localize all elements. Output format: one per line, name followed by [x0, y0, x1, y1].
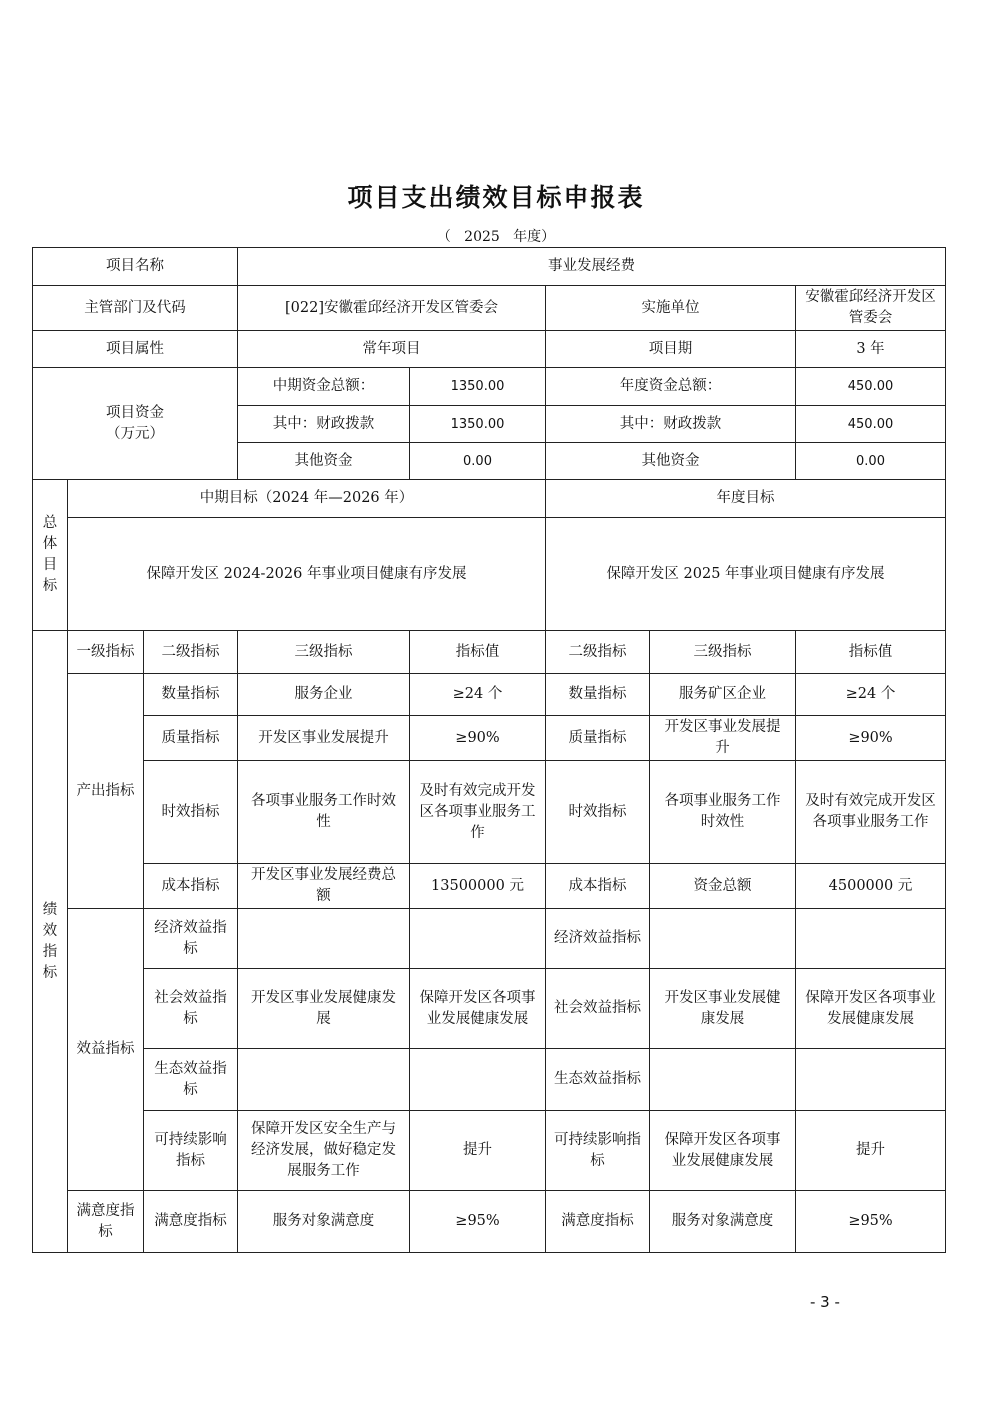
level3-mid: 开发区事业发展提升 — [238, 716, 410, 761]
annual-total-value: 450.00 — [796, 368, 946, 406]
attribute-label: 项目属性 — [33, 331, 238, 368]
value-annual: 及时有效完成开发区各项事业服务工作 — [796, 761, 946, 864]
row-project-name — [33, 248, 946, 286]
level2-annual: 生态效益指标 — [546, 1049, 650, 1111]
annual-goal-text: 保障开发区 2025 年事业项目健康有序发展 — [546, 518, 946, 631]
level2-annual: 成本指标 — [546, 864, 650, 909]
value-mid — [410, 909, 546, 969]
header-value-mid: 指标值 — [410, 631, 546, 674]
table-row — [33, 864, 946, 909]
level2-mid: 可持续影响指标 — [144, 1111, 238, 1191]
mid-other-value: 0.00 — [410, 443, 546, 480]
row-attributes — [33, 331, 946, 368]
level2-annual: 经济效益指标 — [546, 909, 650, 969]
level2-annual: 社会效益指标 — [546, 969, 650, 1049]
row-goals-text — [33, 518, 946, 631]
table-row — [33, 761, 946, 864]
header-level3-annual: 三级指标 — [650, 631, 796, 674]
level3-mid: 服务企业 — [238, 674, 410, 716]
level2-mid: 时效指标 — [144, 761, 238, 864]
implementer-value: 安徽霍邱经济开发区管委会 — [796, 286, 946, 331]
output-indicator-label: 产出指标 — [68, 674, 144, 909]
page-title: 项目支出绩效目标申报表 — [347, 183, 645, 212]
project-name-label: 项目名称 — [33, 248, 238, 286]
header-level1: 一级指标 — [68, 631, 144, 674]
mid-total-label: 中期资金总额： — [238, 368, 410, 406]
row-department — [33, 286, 946, 331]
mid-fiscal-value: 1350.00 — [410, 406, 546, 443]
value-mid — [410, 1049, 546, 1111]
level2-mid: 经济效益指标 — [144, 909, 238, 969]
level3-mid: 开发区事业发展经费总额 — [238, 864, 410, 909]
mid-fiscal-label: 其中：财政拨款 — [238, 406, 410, 443]
table-row — [33, 969, 946, 1049]
value-annual: 4500000 元 — [796, 864, 946, 909]
period-value: 3 年 — [796, 331, 946, 368]
level2-mid: 数量指标 — [144, 674, 238, 716]
department-value: [022]安徽霍邱经济开发区管委会 — [238, 286, 546, 331]
satisfaction-indicator-label: 满意度指标 — [68, 1191, 144, 1253]
value-annual: ≥24 个 — [796, 674, 946, 716]
value-annual — [796, 909, 946, 969]
level2-annual: 数量指标 — [546, 674, 650, 716]
header-level2-annual: 二级指标 — [546, 631, 650, 674]
level3-mid: 各项事业服务工作时效性 — [238, 761, 410, 864]
level3-annual: 服务矿区企业 — [650, 674, 796, 716]
level3-mid: 保障开发区安全生产与经济发展，做好稳定发展服务工作 — [238, 1111, 410, 1191]
level3-annual: 开发区事业发展提升 — [650, 716, 796, 761]
value-mid: 提升 — [410, 1111, 546, 1191]
header-level2-mid: 二级指标 — [144, 631, 238, 674]
period-label: 项目期 — [546, 331, 796, 368]
value-mid: ≥24 个 — [410, 674, 546, 716]
annual-other-value: 0.00 — [796, 443, 946, 480]
value-annual: 提升 — [796, 1111, 946, 1191]
benefit-indicator-label: 效益指标 — [68, 909, 144, 1191]
level2-mid: 社会效益指标 — [144, 969, 238, 1049]
mid-goal-text: 保障开发区 2024-2026 年事业项目健康有序发展 — [68, 518, 546, 631]
annual-fiscal-value: 450.00 — [796, 406, 946, 443]
level2-mid: 质量指标 — [144, 716, 238, 761]
level3-mid: 服务对象满意度 — [238, 1191, 410, 1253]
value-mid: 及时有效完成开发区各项事业服务工作 — [410, 761, 546, 864]
funds-label: 项目资金 （万元） — [33, 368, 238, 480]
value-mid: ≥90% — [410, 716, 546, 761]
mid-total-value: 1350.00 — [410, 368, 546, 406]
value-mid: ≥95% — [410, 1191, 546, 1253]
annual-goal-header: 年度目标 — [546, 480, 946, 518]
level3-annual: 保障开发区各项事业发展健康发展 — [650, 1111, 796, 1191]
table-row — [33, 1191, 946, 1253]
performance-form-table — [32, 247, 946, 1253]
mid-goal-header: 中期目标（2024 年—2026 年） — [68, 480, 546, 518]
value-annual: ≥90% — [796, 716, 946, 761]
level3-annual: 资金总额 — [650, 864, 796, 909]
level3-annual — [650, 909, 796, 969]
annual-fiscal-label: 其中：财政拨款 — [546, 406, 796, 443]
table-row — [33, 674, 946, 716]
level3-annual: 开发区事业发展健康发展 — [650, 969, 796, 1049]
table-row — [33, 716, 946, 761]
level2-annual: 时效指标 — [546, 761, 650, 864]
level3-annual — [650, 1049, 796, 1111]
table-row — [33, 1049, 946, 1111]
level2-annual: 可持续影响指标 — [546, 1111, 650, 1191]
annual-total-label: 年度资金总额： — [546, 368, 796, 406]
value-mid: 保障开发区各项事业发展健康发展 — [410, 969, 546, 1049]
implementer-label: 实施单位 — [546, 286, 796, 331]
value-annual — [796, 1049, 946, 1111]
header-level3-mid: 三级指标 — [238, 631, 410, 674]
level3-annual: 服务对象满意度 — [650, 1191, 796, 1253]
performance-section-label: 绩 效 指 标 — [33, 631, 68, 1253]
page-number: - 3 - — [810, 1293, 840, 1311]
table-row — [33, 1111, 946, 1191]
department-label: 主管部门及代码 — [33, 286, 238, 331]
level3-mid — [238, 1049, 410, 1111]
value-mid: 13500000 元 — [410, 864, 546, 909]
table-row — [33, 909, 946, 969]
value-annual: 保障开发区各项事业发展健康发展 — [796, 969, 946, 1049]
row-indicator-header — [33, 631, 946, 674]
value-annual: ≥95% — [796, 1191, 946, 1253]
year-line: （ 2025 年度） — [436, 229, 556, 245]
row-funds-total — [33, 368, 946, 406]
annual-other-label: 其他资金 — [546, 443, 796, 480]
level3-mid — [238, 909, 410, 969]
level2-annual: 满意度指标 — [546, 1191, 650, 1253]
level3-mid: 开发区事业发展健康发展 — [238, 969, 410, 1049]
row-goals-header — [33, 480, 946, 518]
level2-annual: 质量指标 — [546, 716, 650, 761]
level3-annual: 各项事业服务工作时效性 — [650, 761, 796, 864]
header-value-annual: 指标值 — [796, 631, 946, 674]
overall-goals-label: 总 体 目 标 — [33, 480, 68, 631]
level2-mid: 成本指标 — [144, 864, 238, 909]
level2-mid: 满意度指标 — [144, 1191, 238, 1253]
attribute-value: 常年项目 — [238, 331, 546, 368]
mid-other-label: 其他资金 — [238, 443, 410, 480]
level2-mid: 生态效益指标 — [144, 1049, 238, 1111]
project-name-value: 事业发展经费 — [238, 248, 946, 286]
